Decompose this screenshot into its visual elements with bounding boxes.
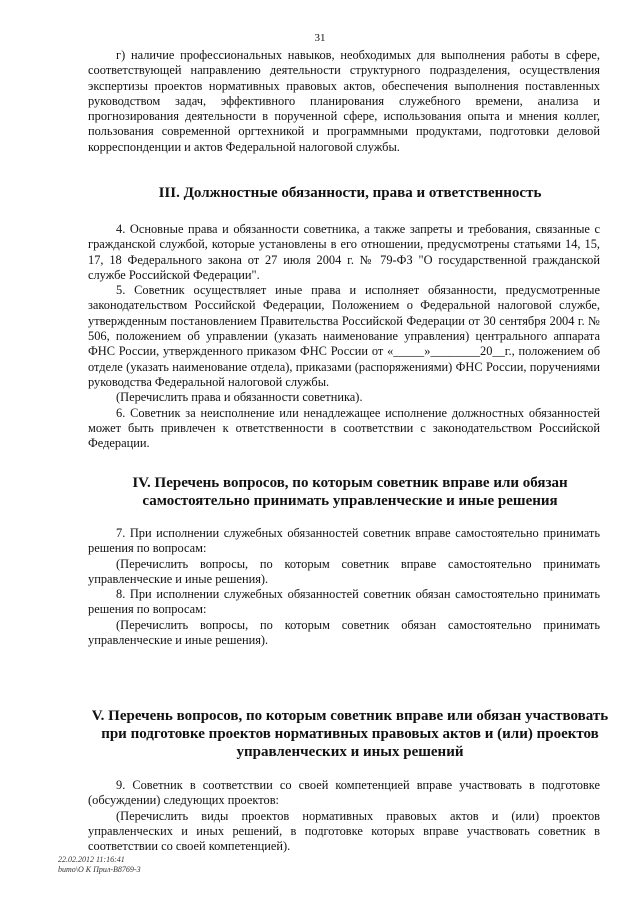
paragraph-8-note: (Перечислить вопросы, по которым советник обязан самостоятельно принимать управленческие и иные решения). [88, 617, 600, 648]
section-3-heading: III. Должностные обязанности, права и ответственность [158, 185, 542, 201]
paragraph-8: 8. При исполнении служебных обязанностей советник обязан самостоятельно принимать решения по вопросам: [88, 587, 600, 617]
paragraph-5: 5. Советник осуществляет иные права и исполняет обязанности, предусмотренные законодательством Российской Федерации, Положением о Федеральной налоговой службе, утвержденным постановлением Правительства Российской Федерации от 30 сентября 2004 г. № 506, положением об управлении (указать наименование управления) центрального аппарата ФНС России, утвержденного приказом ФНС России от «_____»________20__г., положением об отделе (указать наименование отдела), приказами (распоряжениями) ФНС России, поручениями руководства Федеральной налоговой службы. [88, 283, 600, 389]
section-3-body [88, 222, 600, 451]
footer-file-code: bumo\О К Прил-В8769-3 [58, 865, 141, 874]
section-5-body [88, 778, 600, 854]
page-number: 31 [314, 32, 326, 44]
section-4-heading-line-2: самостоятельно принимать управленческие и иные решения [142, 493, 558, 509]
document-footer [58, 855, 141, 875]
paragraph-9: 9. Советник в соответствии со своей компетенцией вправе участвовать в подготовке (обсуждении) следующих проектов: [88, 778, 600, 808]
paragraph-7-note: (Перечислить вопросы, по которым советник вправе самостоятельно принимать управленческие и иные решения). [88, 556, 600, 586]
section-4-body [88, 526, 600, 648]
paragraph-7: 7. При исполнении служебных обязанностей советник вправе самостоятельно принимать решения по вопросам: [88, 526, 600, 556]
section-5-heading-line-3: управленческих и иных решений [236, 744, 464, 760]
section-5-heading-line-1: V. Перечень вопросов, по которым советник вправе или обязан участвовать [91, 708, 609, 724]
section-4-heading-line-1: IV. Перечень вопросов, по которым советник вправе или обязан [132, 475, 568, 491]
competence-block [88, 48, 600, 155]
section-5-heading [60, 707, 640, 761]
paragraph-9-note: (Перечислить виды проектов нормативных правовых актов и (или) проектов управленческих и иных решений, в подготовке которых вправе участвовать советник в соответствии со своей компетенцией). [88, 808, 600, 854]
section-5-heading-line-2: при подготовке проектов нормативных правовых актов и (или) проектов [101, 726, 599, 742]
paragraph-4: 4. Основные права и обязанности советника, а также запреты и требования, связанные с гражданской службой, которые установлены в его отношении, предусмотрены статьями 14, 15, 17, 18 Федерального закона от 27 июля 2004 г. № 79-ФЗ "О государственной гражданской службе Российской Федерации". [88, 222, 600, 282]
footer-timestamp: 22.02.2012 11:16:41 [58, 855, 125, 864]
paragraph-5-note: (Перечислить права и обязанности советника). [116, 390, 363, 405]
section-4-heading [70, 474, 630, 510]
paragraph-g: г) наличие профессиональных навыков, необходимых для выполнения работы в сфере, соответствующей направлению деятельности структурного подразделения, осуществления экспертизы проектов нормативных правовых актов, обеспечения выполнения поставленных руководством задач, эффективного планирования служебного времени, анализа и прогнозирования деятельности в порученной сфере, использования опыта и мнения коллег, пользования современной оргтехникой и программными продуктами, подготовки деловой корреспонденции и актов Федеральной налоговой службы. [88, 48, 600, 154]
paragraph-6: 6. Советник за неисполнение или ненадлежащее исполнение должностных обязанностей может быть привлечен к ответственности в соответствии с законодательством Российской Федерации. [88, 405, 600, 451]
